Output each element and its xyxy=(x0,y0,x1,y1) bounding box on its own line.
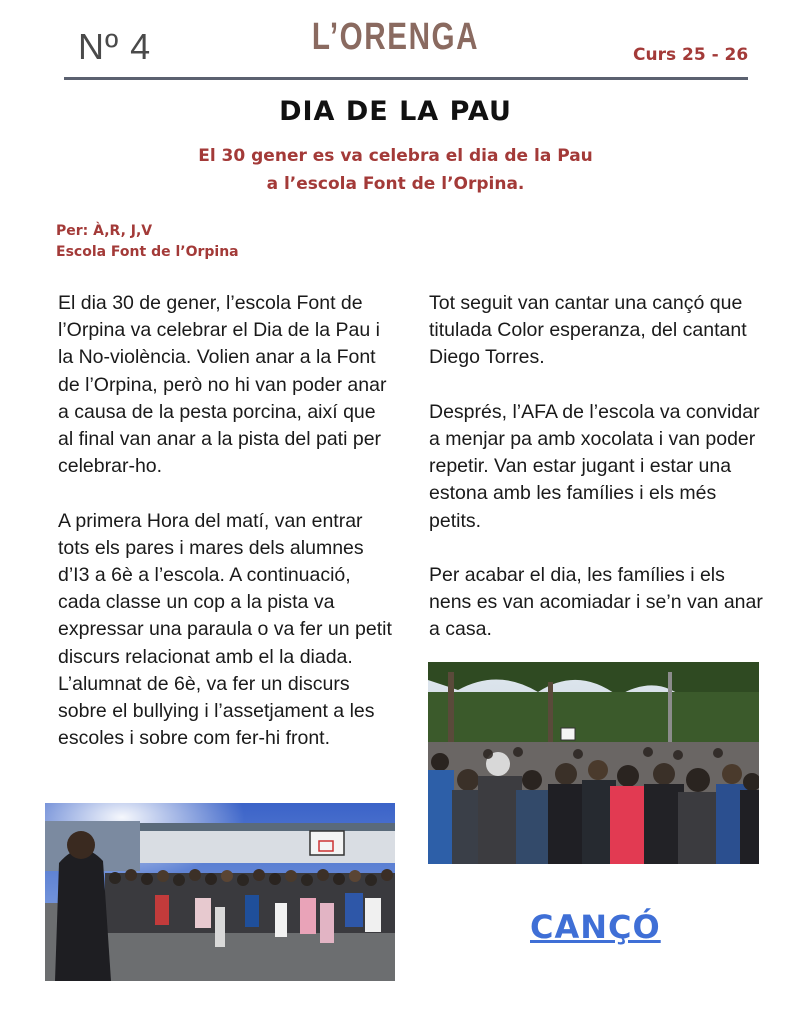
byline-school: Escola Font de l’Orpina xyxy=(56,244,239,260)
byline-authors: Per: À,R, J,V xyxy=(56,223,153,239)
article-right-column xyxy=(429,290,765,671)
paragraph: El dia 30 de gener, l’escola Font de l’Orpina va celebrar el Dia de la Pau i la No-violència. Volien anar a la Font de l’Orpina, però no hi van poder anar a causa de la pesta porcina, així que al final van anar a la pista del pati per celebrar-ho. xyxy=(58,292,387,478)
song-link[interactable]: CANÇÓ xyxy=(530,908,661,946)
photo-students-on-court xyxy=(45,803,395,981)
header-divider xyxy=(64,77,748,80)
article-subtitle-line-1: El 30 gener es va celebra el dia de la Pau xyxy=(198,146,593,166)
article-headline: DIA DE LA PAU xyxy=(279,96,512,127)
article-subtitle-line-2: a l’escola Font de l’Orpina. xyxy=(266,174,525,194)
issue-number: Nº 4 xyxy=(78,26,152,67)
paragraph: A primera Hora del matí, van entrar tots els pares i mares dels alumnes d’I3 a 6è a l’escola. A continuació, cada classe un cop a la pista va expressar una paraula o va fer un petit discurs relacionat amb el la diada. L’alumnat de 6è, va fer un discurs sobre el bullying i l’assetjament a les escoles i sobre com fer-hi front. xyxy=(58,509,392,750)
newspaper-title: L’ORENGA xyxy=(311,16,480,58)
school-year: Curs 25 - 26 xyxy=(633,45,749,65)
paragraph: Per acabar el dia, les famílies i els nens es van acomiadar i se’n van anar a casa. xyxy=(429,564,763,641)
paragraph: Després, l’AFA de l’escola va convidar a menjar pa amb xocolata i van poder repetir. Van estar jugant i estar una estona amb les famílies i els més petits. xyxy=(429,400,760,532)
paragraph: Tot seguit van cantar una cançó que titulada Color esperanza, del cantant Diego Torres. xyxy=(429,292,747,369)
photo-families-gathering xyxy=(428,662,759,864)
article-left-column xyxy=(58,290,394,780)
